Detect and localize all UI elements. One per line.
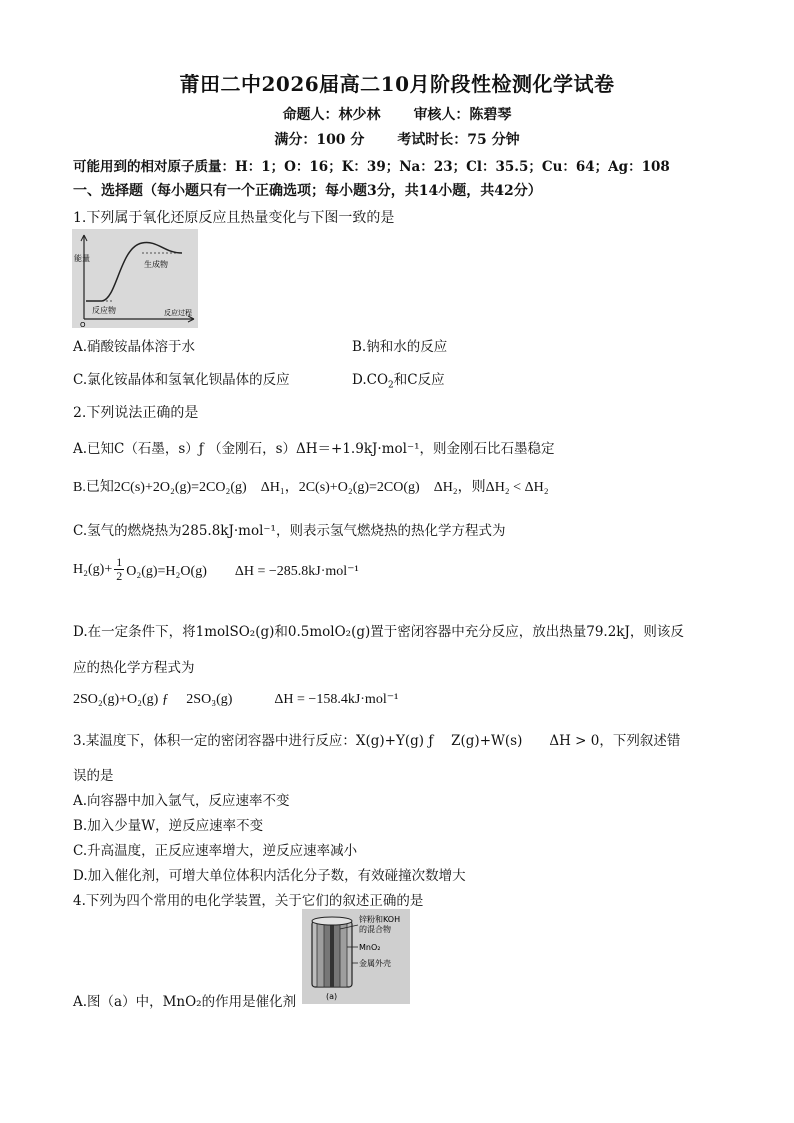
q1-option-c: C.氯化铵晶体和氢氧化钡晶体的反应 — [73, 372, 290, 388]
xlabel: 反应过程 — [164, 309, 192, 317]
q1-option-a: A.硝酸铵晶体溶于水 — [73, 339, 196, 355]
battery-caption: (a) — [326, 992, 338, 1001]
fraction-num: 1 — [116, 555, 123, 569]
q2-option-a: A.已知C（石墨，s）ƒ （金刚石，s）ΔH＝+1.9kJ·mol⁻¹，则金刚石比石墨稳定 — [73, 441, 555, 457]
q4-option-a: A.图（a）中，MnO₂的作用是催化剂 — [73, 994, 297, 1010]
battery-diagram — [302, 909, 410, 1004]
author: 命题人：林少林 — [282, 107, 381, 123]
section-heading: 一、选择题（每小题只有一个正确选项；每小题3分，共14小题，共42分） — [73, 183, 542, 199]
origin-label: O — [80, 321, 86, 328]
exam-time: 考试时长：75 分钟 — [397, 132, 520, 148]
q1-option-b: B.钠和水的反应 — [352, 339, 448, 355]
fraction-den: 2 — [116, 569, 123, 583]
q2-option-d-line1: D.在一定条件下，将1molSO₂(g)和0.5molO₂(g)置于密闭容器中充分反应，放出热量79.2kJ，则该反 — [73, 624, 684, 640]
q1-d-sub: 2 — [388, 380, 394, 391]
q4-stem: 4.下列为四个常用的电化学装置，关于它们的叙述正确的是 — [73, 893, 424, 909]
q2-option-d-line2: 应的热化学方程式为 — [73, 660, 195, 676]
q2-c-eq-right: O₂(g)=H₂O(g) ΔH = −285.8kJ·mol⁻¹ — [126, 563, 359, 579]
q1-stem: 1.下列属于氧化还原反应且热量变化与下图一致的是 — [73, 210, 395, 226]
score-line — [0, 129, 794, 149]
energy-diagram-svg — [72, 229, 198, 328]
reviewer: 审核人：陈碧琴 — [413, 107, 512, 123]
battery-label-1: 锌粉和KOH — [359, 915, 401, 924]
q1-option-d — [352, 368, 445, 391]
energy-diagram — [72, 229, 198, 328]
q3-option-d: D.加入催化剂，可增大单位体积内活化分子数，有效碰撞次数增大 — [73, 868, 466, 884]
q2-option-c: C.氢气的燃烧热为285.8kJ·mol⁻¹，则表示氢气燃烧热的热化学方程式为 — [73, 523, 506, 539]
battery-label-4: 金属外壳 — [359, 959, 391, 968]
fraction-half — [114, 556, 124, 583]
battery-label-2: 的混合物 — [359, 925, 391, 934]
q1-d-post: 和C反应 — [393, 372, 445, 388]
q3-option-b: B.加入少量W，逆反应速率不变 — [73, 818, 264, 834]
product-label: 生成物 — [144, 260, 168, 269]
page-title: 莆田二中2026届高二10月阶段性检测化学试卷 — [179, 72, 615, 96]
author-line — [0, 104, 794, 124]
q2-c-eq-left: H₂(g)+ — [73, 561, 113, 577]
q3-option-c: C.升高温度，正反应速率增大，逆反应速率减小 — [73, 843, 358, 859]
q1-d-pre: D.CO — [352, 372, 389, 388]
q3-stem-line1: 3.某温度下，体积一定的密闭容器中进行反应：X(g)+Y(g) ƒ Z(g)+W(s) ΔH > 0，下列叙述错 — [73, 733, 681, 749]
q2-c-equation — [73, 556, 359, 583]
ylabel: 能量 — [74, 254, 90, 263]
q2-option-b: B.已知2C(s)+2O₂(g)=2CO₂(g) ΔH₁，2C(s)+O₂(g)=2CO(g) ΔH₂，则ΔH₂ < ΔH₂ — [73, 480, 549, 495]
full-score: 满分：100 分 — [274, 132, 365, 148]
reactant-label: 反应物 — [92, 306, 116, 315]
q2-d-equation: 2SO₂(g)+O₂(g) ƒ 2SO₃(g) ΔH = −158.4kJ·mol⁻¹ — [73, 692, 399, 707]
q3-stem-line2: 误的是 — [73, 768, 114, 784]
battery-label-3: MnO₂ — [359, 943, 381, 952]
battery-diagram-svg — [302, 909, 410, 1004]
q2-stem: 2.下列说法正确的是 — [73, 405, 199, 421]
q3-option-a: A.向容器中加入氩气，反应速率不变 — [73, 793, 290, 809]
atomic-masses: 可能用到的相对原子质量：H：1；O：16；K：39；Na：23；Cl：35.5；Cu：64；Ag：108 — [73, 159, 670, 175]
